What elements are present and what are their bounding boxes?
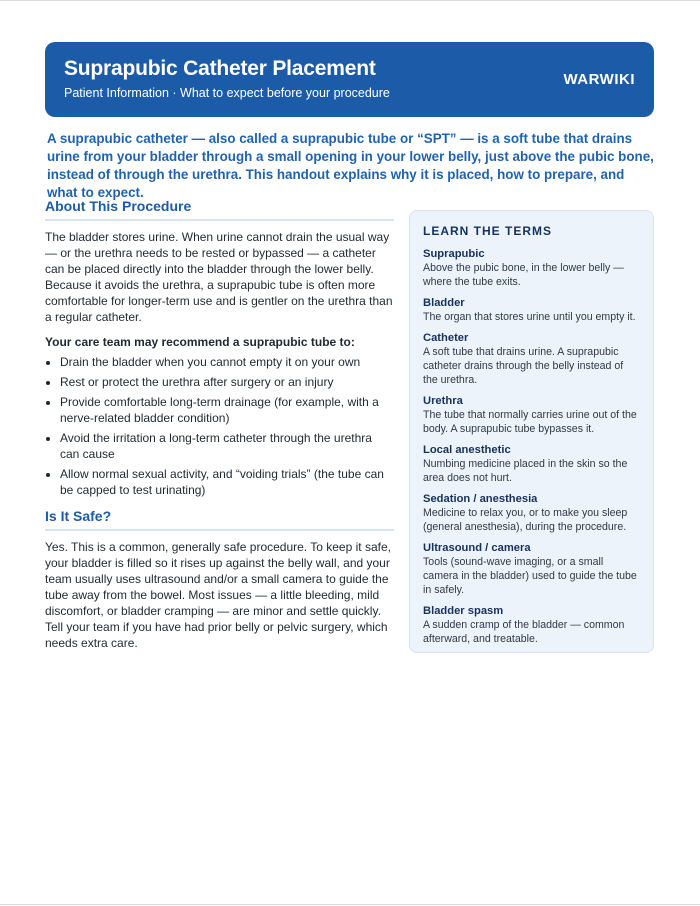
term-definition: Tools (sound-wave imaging, or a small camera in the bladder) used to guide the tube in safely.: [423, 556, 637, 596]
safety-heading: Is It Safe?: [45, 508, 394, 531]
term-name: Local anesthetic: [423, 444, 511, 456]
brand-logo-text: WARWIKI: [563, 71, 635, 88]
page-title: Suprapubic Catheter Placement: [64, 57, 376, 80]
term-name: Suprapubic: [423, 248, 485, 260]
list-item: • Rest or protect the urethra after surgery or an injury: [60, 374, 394, 390]
glossary-term: [423, 604, 640, 646]
term-name: Urethra: [423, 395, 463, 407]
term-name: Bladder spasm: [423, 605, 504, 617]
glossary-term: [423, 394, 640, 436]
glossary-term: [423, 247, 640, 289]
page-subtitle: Patient Information · What to expect before your procedure: [64, 86, 390, 100]
glossary-box: [409, 210, 654, 653]
reasons-lead: Your care team may recommend a suprapubic tube to:: [45, 335, 355, 349]
term-definition: Above the pubic bone, in the lower belly — where the tube exits.: [423, 262, 624, 288]
about-heading: About This Procedure: [45, 198, 394, 221]
term-definition: The organ that stores urine until you empty it.: [423, 311, 636, 323]
safety-body: Yes. This is a common, generally safe procedure. To keep it safe, your bladder is filled so it rises up against the belly wall, and your team usually uses ultrasound and/or a small camera to guide the tube away from the bowel. Most issues — a little bleeding, mild discomfort, or bladder cramping — are minor and settle quickly. Tell your team if you have had prior belly or pelvic surgery, which needs extra care.: [45, 540, 391, 650]
main-column: [45, 198, 394, 660]
intro-paragraph: A suprapubic catheter — also called a suprapubic tube or “SPT” — is a soft tube that drains urine from your bladder through a small opening in your lower belly, just above the pubic bone, instead of through the urethra. This handout explains why it is placed, how to prepare, and what to expect.: [47, 131, 654, 200]
glossary-term: [423, 296, 640, 324]
about-body: The bladder stores urine. When urine cannot drain the usual way — or the urethra needs to be rested or bypassed — a catheter can be placed directly into the bladder through the lower belly. Because it avoids the urethra, a suprapubic tube is often more comfortable for longer-term use and is gentler on the urethra than a regular catheter.: [45, 230, 393, 324]
term-definition: The tube that normally carries urine out of the body. A suprapubic tube bypasses it.: [423, 409, 637, 435]
glossary-heading: LEARN THE TERMS: [423, 224, 552, 238]
term-name: Sedation / anesthesia: [423, 493, 538, 505]
list-item: • Avoid the irritation a long-term catheter through the urethra can cause: [60, 430, 394, 462]
term-definition: A sudden cramp of the bladder — common afterward, and treatable.: [423, 619, 625, 645]
list-item: • Drain the bladder when you cannot empty it on your own: [60, 354, 394, 370]
header-banner: [45, 42, 654, 117]
glossary-term: [423, 541, 640, 597]
term-name: Ultrasound / camera: [423, 542, 531, 554]
glossary-term: [423, 443, 640, 485]
term-definition: Numbing medicine placed in the skin so the area does not hurt.: [423, 458, 628, 484]
term-definition: Medicine to relax you, or to make you sleep (general anesthesia), during the procedure.: [423, 507, 628, 533]
list-item: • Provide comfortable long-term drainage (for example, with a nerve-related bladder condition): [60, 394, 394, 426]
glossary-term: [423, 331, 640, 387]
glossary-term: [423, 492, 640, 534]
reasons-list: [45, 354, 394, 498]
bottom-divider: [0, 904, 700, 905]
list-item: • Allow normal sexual activity, and “voiding trials” (the tube can be capped to test urinating): [60, 466, 394, 498]
term-name: Catheter: [423, 332, 469, 344]
term-definition: A soft tube that drains urine. A suprapubic catheter drains through the belly instead of the urethra.: [423, 346, 624, 386]
top-divider: [0, 0, 700, 1]
term-name: Bladder: [423, 297, 465, 309]
